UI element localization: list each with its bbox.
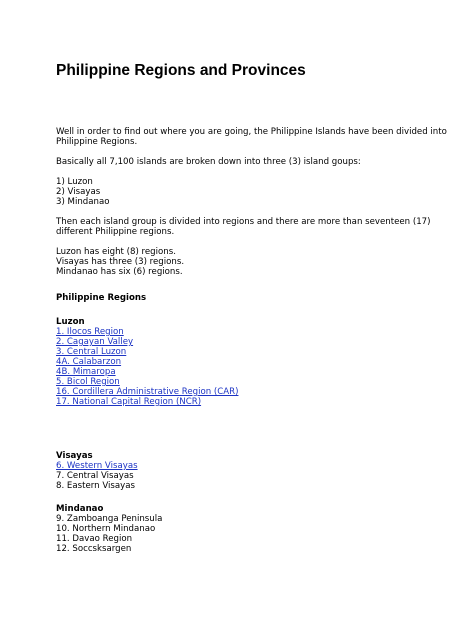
region-link-bicol[interactable]: 5. Bicol Region bbox=[56, 377, 120, 387]
list-item: 7. Central Visayas bbox=[56, 471, 134, 481]
regions-heading: Philippine Regions bbox=[56, 293, 147, 303]
luzon-heading: Luzon bbox=[56, 317, 85, 327]
list-item bbox=[56, 347, 456, 357]
list-item: 11. Davao Region bbox=[56, 534, 133, 544]
island-group-item: 1) Luzon bbox=[56, 177, 93, 187]
list-item bbox=[56, 327, 456, 337]
region-count-list bbox=[56, 247, 456, 277]
list-item: 12. Soccsksargen bbox=[56, 544, 132, 554]
list-item bbox=[56, 461, 456, 471]
region-link-calabarzon[interactable]: 4A. Calabarzon bbox=[56, 357, 122, 367]
list-item: 9. Zamboanga Peninsula bbox=[56, 514, 163, 524]
islands-paragraph: Basically all 7,100 islands are broken down into three (3) island goups: bbox=[56, 157, 361, 167]
island-group-list bbox=[56, 177, 456, 207]
region-link-western-visayas[interactable]: 6. Western Visayas bbox=[56, 461, 138, 471]
region-link-cagayan-valley[interactable]: 2. Cagayan Valley bbox=[56, 337, 134, 347]
list-item: 8. Eastern Visayas bbox=[56, 481, 135, 491]
visayas-region-list bbox=[56, 461, 456, 491]
luzon-region-list bbox=[56, 327, 456, 407]
mindanao-region-list bbox=[56, 514, 456, 554]
spacer bbox=[56, 407, 456, 451]
region-link-ncr[interactable]: 17. National Capital Region (NCR) bbox=[56, 397, 202, 407]
region-link-car[interactable]: 16. Cordillera Administrative Region (CAR) bbox=[56, 387, 239, 397]
region-link-mimaropa[interactable]: 4B. Mimaropa bbox=[56, 367, 116, 377]
region-count-item: Luzon has eight (8) regions. bbox=[56, 247, 176, 257]
list-item bbox=[56, 367, 456, 377]
mindanao-heading: Mindanao bbox=[56, 504, 104, 514]
region-count-item: Visayas has three (3) regions. bbox=[56, 257, 185, 267]
list-item bbox=[56, 357, 456, 367]
list-item bbox=[56, 377, 456, 387]
list-item bbox=[56, 397, 456, 407]
region-count-item: Mindanao has six (6) regions. bbox=[56, 267, 183, 277]
page-title: Philippine Regions and Provinces bbox=[56, 62, 306, 79]
regions-paragraph: Then each island group is divided into regions and there are more than seventeen (17) different Philippine regions. bbox=[56, 217, 431, 237]
intro-paragraph: Well in order to find out where you are going, the Philippine Islands have been divided into Philippine Regions. bbox=[56, 127, 447, 147]
document-body bbox=[56, 127, 456, 554]
island-group-item: 3) Mindanao bbox=[56, 197, 110, 207]
list-item bbox=[56, 387, 456, 397]
island-group-item: 2) Visayas bbox=[56, 187, 101, 197]
list-item bbox=[56, 337, 456, 347]
spacer bbox=[56, 491, 456, 504]
visayas-heading: Visayas bbox=[56, 451, 93, 461]
list-item: 10. Northern Mindanao bbox=[56, 524, 156, 534]
region-link-ilocos[interactable]: 1. Ilocos Region bbox=[56, 327, 124, 337]
region-link-central-luzon[interactable]: 3. Central Luzon bbox=[56, 347, 127, 357]
